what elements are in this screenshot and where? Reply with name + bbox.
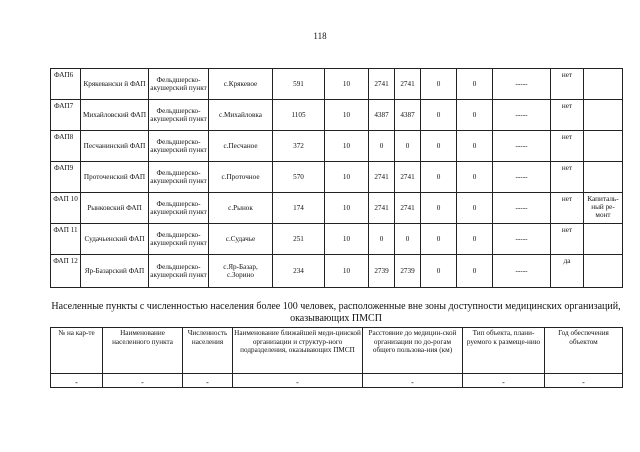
cell-note	[584, 100, 623, 131]
cell-code: ФАП 11	[51, 224, 81, 255]
cell-code: ФАП 10	[51, 193, 81, 224]
column-header: Наименование населенного пункта	[103, 328, 183, 374]
column-header: Численность населения	[183, 328, 233, 374]
cell-note: Капиталь-ный ре-монт	[584, 193, 623, 224]
table-cell: -	[233, 374, 363, 388]
cell-population: 251	[273, 224, 325, 255]
cell-name: Михайловский ФАП	[81, 100, 149, 131]
table-cell: -	[51, 374, 103, 388]
cell-dash: -----	[493, 69, 551, 100]
cell-flag: нет	[551, 100, 584, 131]
cell-population: 570	[273, 162, 325, 193]
cell-dash: -----	[493, 162, 551, 193]
cell-v1: 0	[421, 131, 457, 162]
cell-d1: 2741	[369, 69, 395, 100]
table-row	[51, 255, 623, 288]
cell-population: 591	[273, 69, 325, 100]
cell-village: с.Проточное	[209, 162, 273, 193]
cell-d1: 0	[369, 131, 395, 162]
cell-v2: 0	[457, 131, 493, 162]
cell-d2: 2741	[395, 193, 421, 224]
cell-type: Фельдшерско-акушерский пункт	[149, 224, 209, 255]
cell-type: Фельдшерско-акушерский пункт	[149, 131, 209, 162]
cell-norm: 10	[325, 224, 369, 255]
table-cell: -	[103, 374, 183, 388]
cell-name: Крякевански й ФАП	[81, 69, 149, 100]
cell-type: Фельдшерско-акушерский пункт	[149, 69, 209, 100]
cell-d2: 2741	[395, 69, 421, 100]
cell-norm: 10	[325, 162, 369, 193]
unserved-settlements-table	[50, 327, 623, 388]
cell-norm: 10	[325, 69, 369, 100]
cell-code: ФАП8	[51, 131, 81, 162]
cell-flag: нет	[551, 193, 584, 224]
column-header: Тип объекта, плани-руемого к размеще-нию	[463, 328, 545, 374]
cell-norm: 10	[325, 255, 369, 288]
cell-v1: 0	[421, 193, 457, 224]
column-header: № на кар-те	[51, 328, 103, 374]
cell-type: Фельдшерско-акушерский пункт	[149, 193, 209, 224]
cell-d2: 4387	[395, 100, 421, 131]
cell-d1: 4387	[369, 100, 395, 131]
table-cell: -	[463, 374, 545, 388]
cell-name: Судачьенский ФАП	[81, 224, 149, 255]
cell-name: Проточенский ФАП	[81, 162, 149, 193]
cell-d2: 0	[395, 224, 421, 255]
cell-v1: 0	[421, 224, 457, 255]
cell-norm: 10	[325, 100, 369, 131]
cell-population: 1105	[273, 100, 325, 131]
cell-note	[584, 131, 623, 162]
cell-village: с.Крякевое	[209, 69, 273, 100]
cell-v2: 0	[457, 193, 493, 224]
table-cell: -	[545, 374, 623, 388]
cell-v1: 0	[421, 100, 457, 131]
cell-dash: -----	[493, 131, 551, 162]
cell-flag: нет	[551, 162, 584, 193]
cell-d2: 2741	[395, 162, 421, 193]
table-cell: -	[363, 374, 463, 388]
cell-village: с.Михайловка	[209, 100, 273, 131]
cell-code: ФАП9	[51, 162, 81, 193]
cell-type: Фельдшерско-акушерский пункт	[149, 255, 209, 288]
section-heading: Населенные пункты с численностью населения более 100 человек, расположенные вне зоны доступности медицинских организаций, оказывающих ПМСП	[51, 301, 621, 324]
cell-population: 174	[273, 193, 325, 224]
cell-v2: 0	[457, 69, 493, 100]
column-header: Расстояние до медицин-ской организации по до-рогам общего пользова-ния (км)	[363, 328, 463, 374]
cell-flag: да	[551, 255, 584, 288]
table-row	[51, 193, 623, 224]
cell-note	[584, 162, 623, 193]
cell-d2: 2739	[395, 255, 421, 288]
cell-type: Фельдшерско-акушерский пункт	[149, 162, 209, 193]
facilities-table	[50, 68, 623, 288]
cell-code: ФАП 12	[51, 255, 81, 288]
page-number: 118	[313, 31, 327, 41]
cell-flag: нет	[551, 224, 584, 255]
cell-d1: 2741	[369, 193, 395, 224]
cell-v2: 0	[457, 162, 493, 193]
cell-v1: 0	[421, 255, 457, 288]
cell-v2: 0	[457, 100, 493, 131]
cell-dash: -----	[493, 100, 551, 131]
cell-flag: нет	[551, 69, 584, 100]
column-header: Год обеспечения объектом	[545, 328, 623, 374]
cell-name: Яр-Базарский ФАП	[81, 255, 149, 288]
table-row	[51, 131, 623, 162]
cell-code: ФАП6	[51, 69, 81, 100]
cell-population: 372	[273, 131, 325, 162]
cell-note	[584, 255, 623, 288]
cell-village: с.Песчаное	[209, 131, 273, 162]
cell-village: с.Яр-Базар, с.Зорино	[209, 255, 273, 288]
cell-type: Фельдшерско-акушерский пункт	[149, 100, 209, 131]
cell-d1: 2739	[369, 255, 395, 288]
cell-v1: 0	[421, 162, 457, 193]
cell-norm: 10	[325, 131, 369, 162]
table-row	[51, 224, 623, 255]
cell-population: 234	[273, 255, 325, 288]
cell-flag: нет	[551, 131, 584, 162]
cell-d1: 0	[369, 224, 395, 255]
cell-dash: -----	[493, 224, 551, 255]
cell-village: с.Судачье	[209, 224, 273, 255]
cell-d2: 0	[395, 131, 421, 162]
cell-norm: 10	[325, 193, 369, 224]
cell-name: Рынковский ФАП	[81, 193, 149, 224]
table-row	[51, 69, 623, 100]
cell-v2: 0	[457, 224, 493, 255]
table-row	[51, 100, 623, 131]
cell-code: ФАП7	[51, 100, 81, 131]
cell-v2: 0	[457, 255, 493, 288]
cell-dash: -----	[493, 193, 551, 224]
cell-village: с.Рынок	[209, 193, 273, 224]
column-header: Наименование ближайшей меди-цинской организации и структур-ного подразделения, оказывающих ПМСП	[233, 328, 363, 374]
cell-name: Песчанинский ФАП	[81, 131, 149, 162]
cell-note	[584, 224, 623, 255]
cell-v1: 0	[421, 69, 457, 100]
table-cell: -	[183, 374, 233, 388]
cell-d1: 2741	[369, 162, 395, 193]
table-row	[51, 162, 623, 193]
cell-dash: -----	[493, 255, 551, 288]
cell-note	[584, 69, 623, 100]
